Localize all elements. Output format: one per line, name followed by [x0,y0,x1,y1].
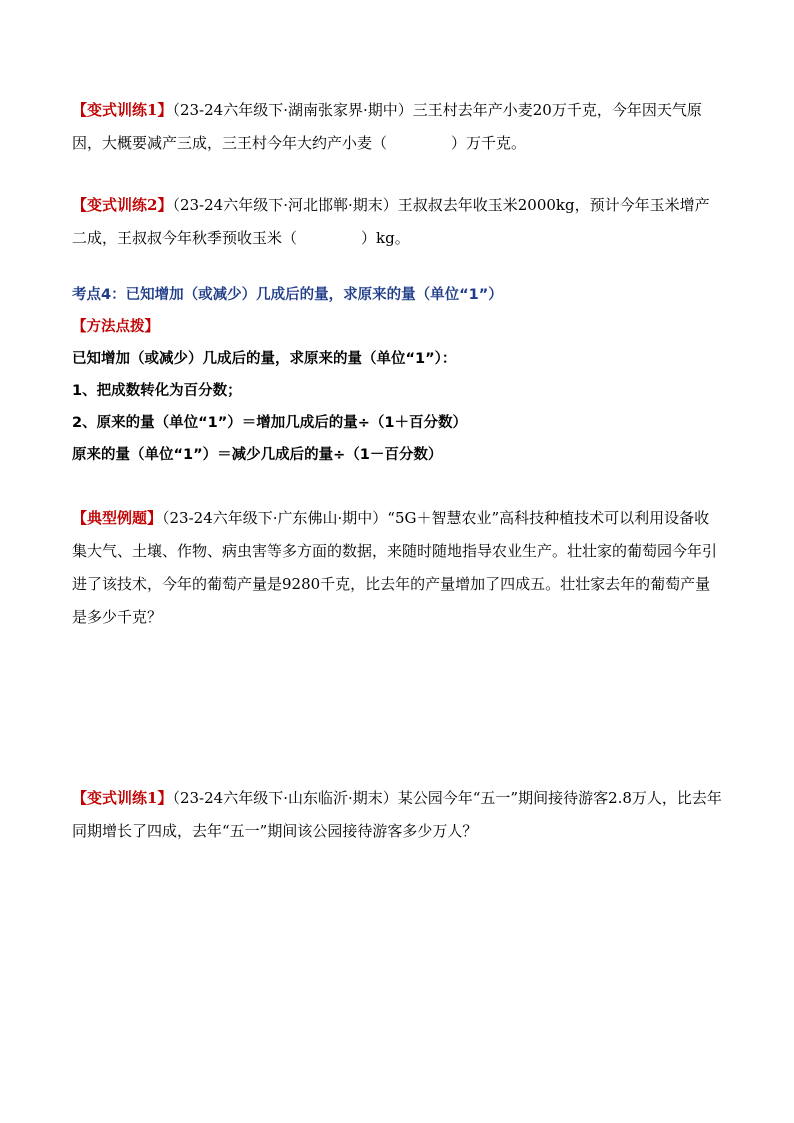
exercise-1 [72,94,722,160]
exercise-2-text-b: ）kg。 [361,229,410,247]
method-line-4: 原来的量（单位“1”）＝减少几成后的量÷（1－百分数） [72,447,443,463]
method-line-3: 2、原来的量（单位“1”）＝增加几成后的量÷（1＋百分数） [72,415,467,431]
method-line-2: 1、把成数转化为百分数； [72,383,242,399]
exercise-3-text: （23-24六年级下·山东临沂·期末）某公园今年“五一”期间接待游客2.8万人，比去年同期增长了四成，去年“五一”期间该公园接待游客多少万人？ [72,789,722,840]
exercise-1-text-b: ）万千克。 [451,134,527,152]
kaodian-heading: 考点4：已知增加（或减少）几成后的量，求原来的量（单位“1”） [72,287,503,303]
example-tag: 【典型例题】 [72,509,163,527]
exercise-1-tag: 【变式训练1】 [72,101,173,119]
exercise-2-tag: 【变式训练2】 [72,196,173,214]
exercise-3 [72,782,722,848]
example-text: （23-24六年级下·广东佛山·期中）“5G＋智慧农业”高科技种植技术可以利用设备收集大气、土壤、作物、病虫害等多方面的数据，来随时随地指导农业生产。壮壮家的葡萄园今年引进了该技术，今年的葡萄产量是9280千克，比去年的产量增加了四成五。壮壮家去年的葡萄产量是多少千克？ [72,509,718,626]
method-section [72,311,722,471]
exercise-2-text-a: （23-24六年级下·河北邯郸·期末）王叔叔去年收玉米2000kg，预计今年玉米增产二成，王叔叔今年秋季预收玉米（ [72,196,710,247]
exercise-1-text-a: （23-24六年级下·湖南张家界·期中）三王村去年产小麦20万千克，今年因天气原因，大概要减产三成，三王村今年大约产小麦（ [72,101,702,152]
exercise-2 [72,189,722,255]
method-tag: 【方法点拨】 [72,319,159,335]
example-problem [72,502,722,634]
exercise-3-tag: 【变式训练1】 [72,789,173,807]
method-line-1: 已知增加（或减少）几成后的量，求原来的量（单位“1”）： [72,351,457,367]
